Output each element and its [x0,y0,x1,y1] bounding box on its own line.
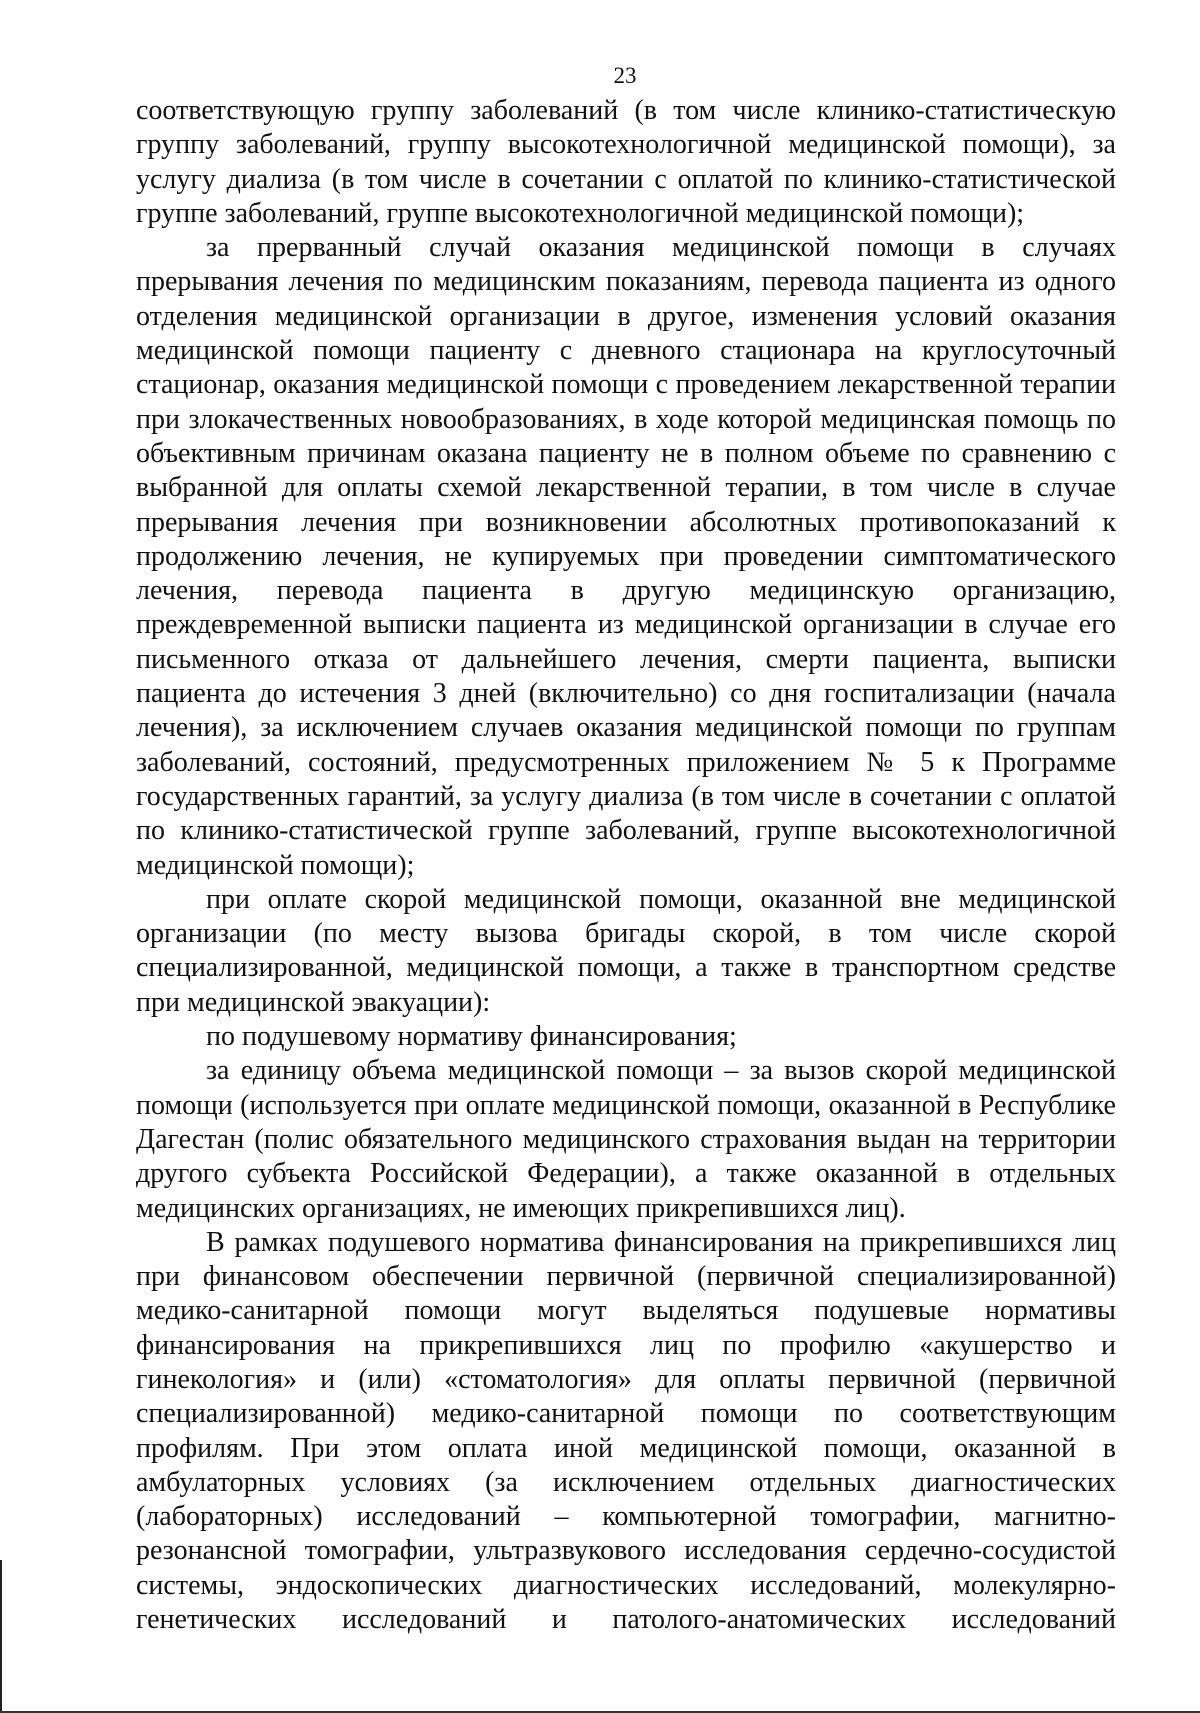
paragraph-per-capita-norm: В рамках подушевого норматива финансирования на прикрепившихся лиц при финансовом обеспечении первичной (первичной специализированной) медико-санитарной помощи могут выделяться подушевые нормативы финансирования на прикрепившихся лиц по профилю «акушерство и гинекология» и (или) «стоматология» для оплаты первичной (первичной специализированной) медико-санитарной помощи по соответствующим профилям. При этом оплата иной медицинской помощи, оказанной в амбулаторных условиях (за исключением отдельных диагностических (лабораторных) исследований – компьютерной томографии, магнитно-резонансной томографии, ультразвукового исследования сердечно-сосудистой системы, эндоскопических диагностических исследований, молекулярно-генетических исследований и патолого-анатомических исследований [136,1226,1116,1636]
paragraph-ambulance-payment: при оплате скорой медицинской помощи, оказанной вне медицинской организации (по месту вызова бригады скорой, в том числе скорой специализированной, медицинской помощи, а также в транспортном средстве при медицинской эвакуации): [136,883,1116,1018]
page-number: 23 [613,63,637,88]
scan-edge-line [0,1560,2,1713]
paragraph-continuation: соответствующую группу заболеваний (в том числе клинико-статистическую группу заболеваний, группу высокотехнологичной медицинской помощи), за услугу диализа (в том числе в сочетании с оплатой по клинико-статистической группе заболеваний, группе высокотехнологичной медицинской помощи); [136,95,1116,229]
paragraph-unit-of-volume: за единицу объема медицинской помощи – за вызов скорой медицинской помощи (используется при оплате медицинской помощи, оказанной в Республике Дагестан (полис обязательного медицинского страхования выдан на территории другого субъекта Российской Федерации), а также оказанной в отдельных медицинских организациях, не имеющих прикрепившихся лиц). [136,1055,1116,1224]
document-body [136,94,1116,1637]
paragraph-per-capita: по подушевому нормативу финансирования; [206,1021,737,1053]
paragraph-interrupted-case: за прерванный случай оказания медицинской помощи в случаях прерывания лечения по медицинским показаниям, перевода пациента из одного отделения медицинской организации в другое, изменения условий оказания медицинской помощи пациенту с дневного стационара на круглосуточный стационар, оказания медицинской помощи с проведением лекарственной терапии при злокачественных новообразованиях, в ходе которой медицинская помощь по объективным причинам оказана пациенту не в полном объеме по сравнению с выбранной для оплаты схемой лекарственной терапии, в том числе в случае прерывания лечения при возникновении абсолютных противопоказаний к продолжению лечения, не купируемых при проведении симптоматического лечения, перевода пациента в другую медицинскую организацию, преждевременной выписки пациента из медицинской организации в случае его письменного отказа от дальнейшего лечения, смерти пациента, выписки пациента до истечения 3 дней (включительно) со дня госпитализации (начала лечения), за исключением случаев оказания медицинской помощи по группам заболеваний, состояний, предусмотренных приложением № 5 к Программе государственных гарантий, за услугу диализа (в том числе в сочетании с оплатой по клинико-статистической группе заболеваний, группе высокотехнологичной медицинской помощи); [136,232,1116,881]
